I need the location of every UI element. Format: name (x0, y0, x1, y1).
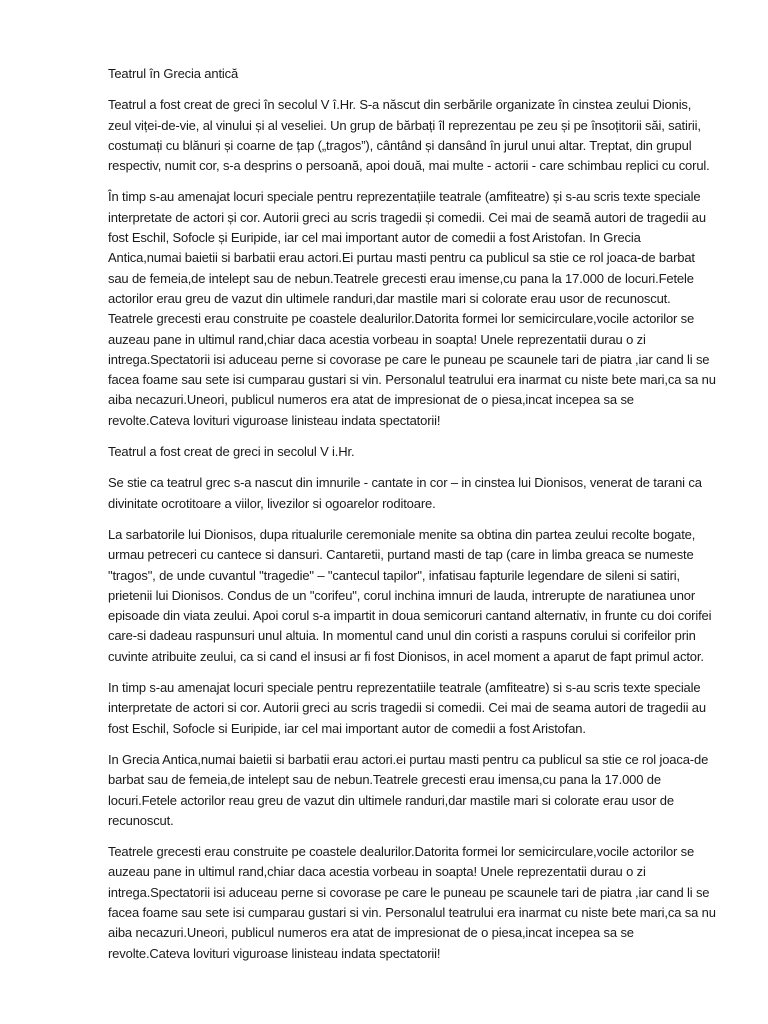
paragraph-5: La sarbatorile lui Dionisos, dupa ritualurile ceremoniale menite sa obtina din partea zeului recolte bogate, urmau petreceri cu cantece si dansuri. Cantaretii, purtand masti de tap (care in limba greaca se numeste "tragos", de unde cuvantul "tragedie" – "cantecul tapilor", infatisau fapturile legendare de sileni si satiri, prietenii lui Dionisos. Condus de un "corifeu", corul inchina imnuri de lauda, intrerupte de naratiunea unor episoade din viata zeului. Apoi corul s-a impartit in doua semicoruri cantand alternativ, in frunte cu doi corifei care-si dadeau raspunsuri unul altuia. In momentul cand unul din coristi a raspuns corului si corifeilor prin cuvinte atribuite zeului, ca si cand el insusi ar fi fost Dionisos, in acel moment a aparut de fapt primul actor. (108, 526, 712, 664)
paragraph-7: In Grecia Antica,numai baietii si barbatii erau actori.ei purtau masti pentru ca publicul sa stie ce rol joaca-de barbat sau de femeia,de intelept sau de nebun.Teatrele grecesti erau imensa,cu pana la 17.000 de locuri.Fetele actorilor reau greu de vazut din ultimele randuri,dar mastile mari si colorate erau usor de recunoscut. (108, 751, 709, 828)
paragraph-6: In timp s-au amenajat locuri speciale pentru reprezentatiile teatrale (amfiteatre) si s-au scris texte speciale interpretate de actori si cor. Autorii greci au scris tragedii si comedii. Cei mai de seama autori de tragedii au fost Eschil, Sofocle si Euripide, iar cel mai important autor de comedii a fost Aristofan. (108, 680, 706, 736)
paragraph-4: Se stie ca teatrul grec s-a nascut din imnurile - cantate in cor – in cinstea lui Dionisos, venerat de tarani ca divinitate ocrotitoare a viilor, livezilor si ogoarelor roditoare. (108, 475, 702, 511)
paragraph-1: Teatrul a fost creat de greci în secolul V î.Hr. S-a născut din serbările organizate în cinstea zeului Dionis, zeul viței-de-vie, al vinului și al veseliei. Un grup de bărbați îl reprezentau pe zeu și pe însoțitorii săi, satirii, costumați cu blănuri și coarne de țap („tragos”), cântând și dansând în jurul unui altar. Treptat, din grupul respectiv, numit cor, s-a desprins o persoană, apoi două, mai multe - actorii - care schimbau replici cu corul. (108, 97, 710, 174)
document-title: Teatrul în Grecia antică (108, 66, 239, 81)
document-body (108, 64, 716, 975)
paragraph-2: În timp s-au amenajat locuri speciale pentru reprezentațiile teatrale (amfiteatre) și s-au scris texte speciale interpretate de actori și cor. Autorii greci au scris tragedii și comedii. Cei mai de seamă autori de tragedii au fost Eschil, Sofocle și Euripide, iar cel mai important autor de comedii a fost Aristofan. In Grecia Antica,numai baietii si barbatii erau actori.Ei purtau masti pentru ca publicul sa stie ce rol joaca-de barbat sau de femeia,de intelept sau de nebun.Teatrele grecesti erau imense,cu pana la 17.000 de locuri.Fetele actorilor erau greu de vazut din ultimele randuri,dar mastile mari si colorate erau usor de recunoscut. Teatrele grecesti erau construite pe coastele dealurilor.Datorita formei lor semicirculare,vocile actorilor se auzeau pane in ultimul rand,chiar daca acestia vorbeau in soapta! Unele reprezentatii durau o zi intrega.Spectatorii isi aduceau perne si covorase pe care le puneau pe scaunele tari de piatra ,iar cand li se facea foame sau sete isi cumparau gustari si vin. Personalul teatrului era inarmat cu niste bete mari,ca sa nu aiba necazuri.Uneori, publicul numeros era atat de impresionat de o piesa,incat incepea sa se revolte.Cateva lovituri viguroase linisteau indata spectatorii! (108, 189, 716, 428)
paragraph-3: Teatrul a fost creat de greci in secolul V i.Hr. (108, 444, 355, 460)
paragraph-8: Teatrele grecesti erau construite pe coastele dealurilor.Datorita formei lor semicirculare,vocile actorilor se auzeau pane in ultimul rand,chiar daca acestia vorbeau in soapta! Unele reprezentatii durau o zi intrega.Spectatorii isi aduceau perne si covorase pe care le puneau pe scaunele tari de piatra ,iar cand li se facea foame sau sete isi cumparau gustari si vin. Personalul teatrului era inarmat cu niste bete mari,ca sa nu aiba necazuri.Uneori, publicul numeros era atat de impresionat de o piesa,incat incepea sa se revolte.Cateva lovituri viguroase linisteau indata spectatorii! (108, 844, 716, 961)
